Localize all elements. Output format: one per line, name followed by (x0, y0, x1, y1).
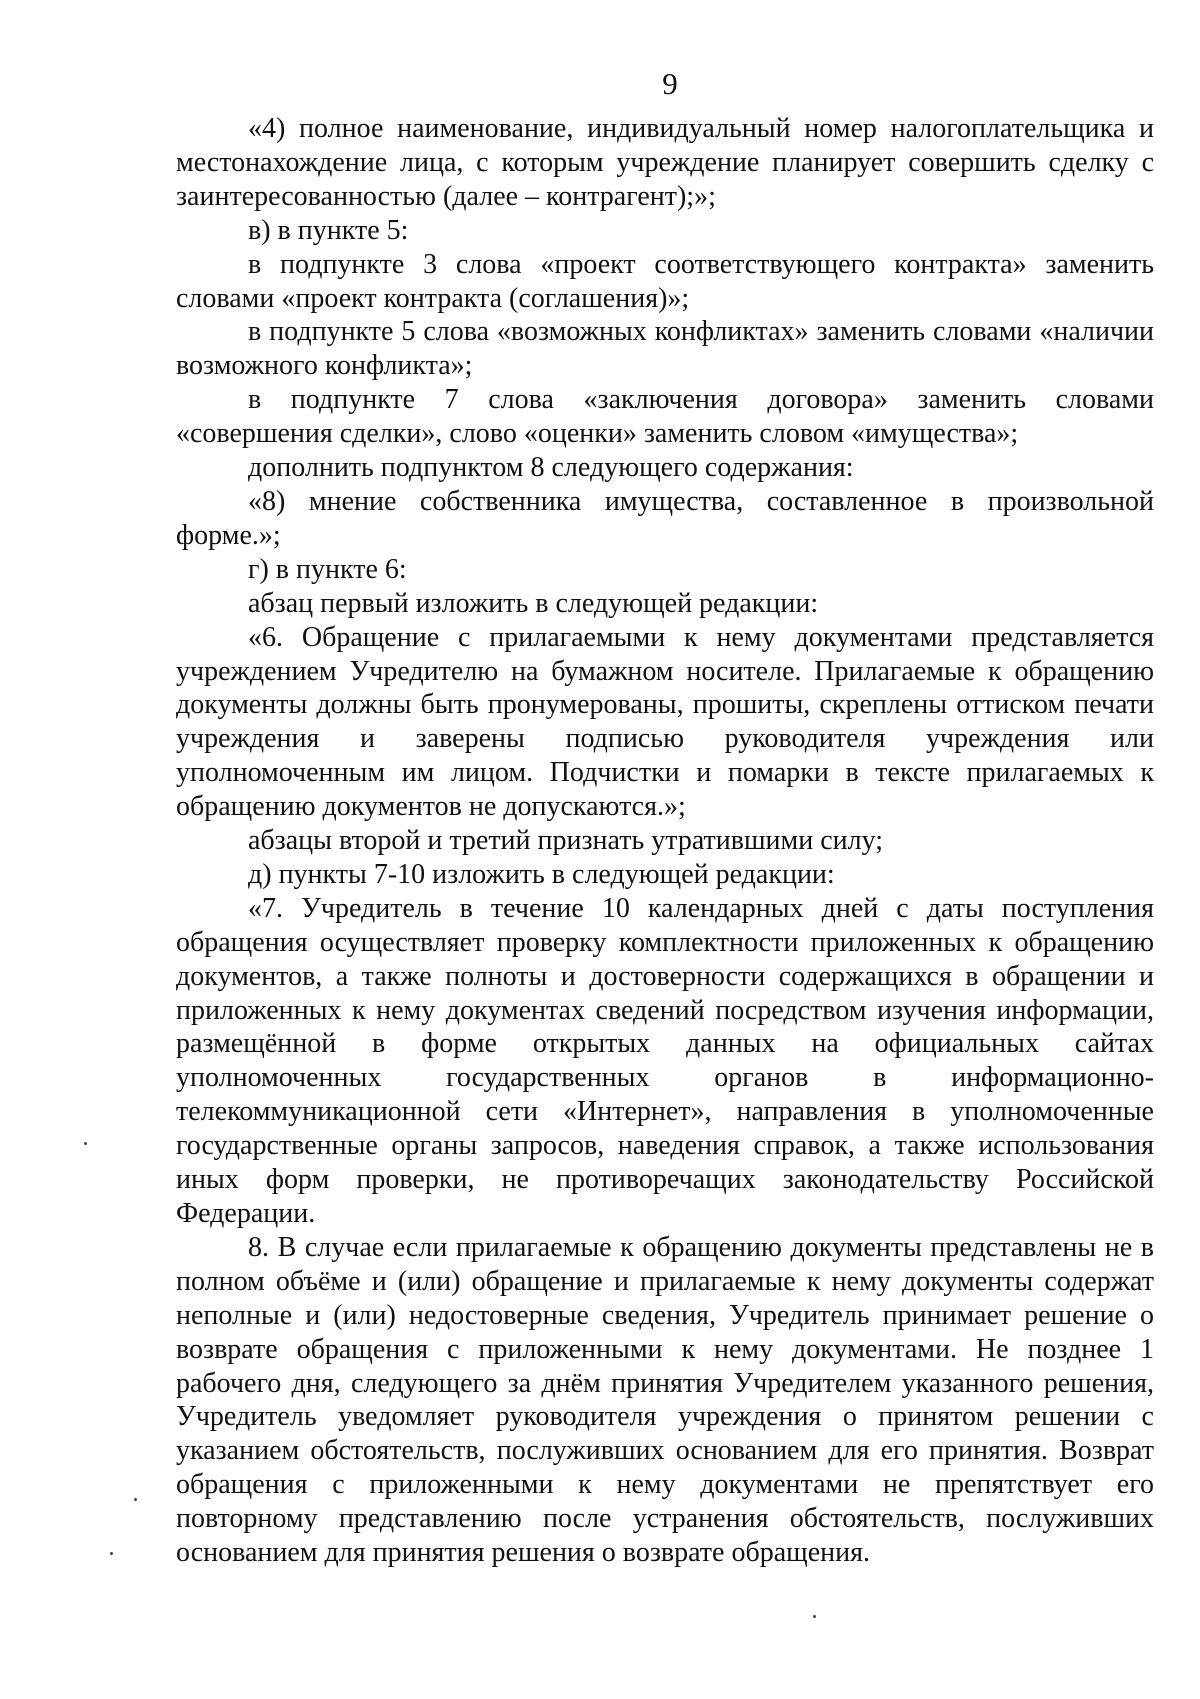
scan-speck (134, 1498, 137, 1501)
scan-speck (110, 1552, 113, 1555)
scan-speck (84, 1142, 87, 1145)
paragraph-subpoint-7: в подпункте 7 слова «заключения договора» заменить словами «совершения сделки», слово «оценки» заменить словом «имущества»; (176, 384, 1154, 450)
paragraph-first-abzac: абзац первый изложить в следующей редакции: (248, 587, 819, 619)
paragraph-point-6-text: «6. Обращение с прилагаемыми к нему документами представляется учреждением Учредителю на бумажном носителе. Прилагаемые к обращению документы должны быть пронумерованы, прошиты, скреплены оттиском печати учреждения и заверены подписью руководителя учреждения или уполномоченным им лицом. Подчистки и помарки в тексте прилагаемых к обращению документов не допускаются.»; (176, 621, 1154, 823)
paragraph-subpoint-5: в подпункте 5 слова «возможных конфликтах» заменить словами «наличии возможного конфликта»; (176, 316, 1154, 382)
paragraph-point-6-heading: г) в пункте 6: (248, 553, 407, 585)
paragraph-point-7-text: «7. Учредитель в течение 10 календарных дней с даты поступления обращения осуществляет проверку комплектности приложенных к обращению документов, а также полноты и достоверности содержащихся в обращении и приложенных к нему документах сведений посредством изучения информации, размещённой в форме открытых данных на официальных сайтах уполномоченных государственных органов в информационно-телекоммуникационной сети «Интернет», направления в уполномоченные государственные органы запросов, наведения справок, а также использования иных форм проверки, не противоречащих законодательству Российской Федерации. (176, 892, 1154, 1229)
paragraph-item-4: «4) полное наименование, индивидуальный номер налогоплательщика и местонахождение лица, с которым учреждение планирует совершить сделку с заинтересованностью (далее – контрагент);»; (176, 113, 1154, 212)
paragraph-subpoint-8-text: «8) мнение собственника имущества, составленное в произвольной форме.»; (176, 485, 1154, 551)
paragraph-add-subpoint-8: дополнить подпунктом 8 следующего содержания: (248, 452, 854, 484)
paragraph-point-8-text: 8. В случае если прилагаемые к обращению документы представлены не в полном объёме и (или) обращение и прилагаемые к нему документы содержат неполные и (или) недостоверные сведения, Учредитель принимает решение о возврате обращения с приложенными к нему документами. Не позднее 1 рабочего дня, следующего за днём принятия Учредителем указанного решения, Учредитель уведомляет руководителя учреждения о принятом решении с указанием обстоятельств, послуживших основанием для его принятия. Возврат обращения с приложенными к нему документами не препятствует его повторному представлению после устранения обстоятельств, послуживших основанием для принятия решения о возврате обращения. (176, 1231, 1154, 1569)
document-body (176, 112, 1154, 1570)
page-number: 9 (662, 66, 678, 101)
paragraph-abzacs-invalid: абзацы второй и третий признать утратившими силу; (248, 825, 884, 857)
paragraph-points-7-10-heading: д) пункты 7-10 изложить в следующей редакции: (248, 858, 835, 890)
paragraph-point-5-heading: в) в пункте 5: (248, 214, 409, 246)
paragraph-subpoint-3: в подпункте 3 слова «проект соответствующего контракта» заменить словами «проект контракта (соглашения)»; (176, 248, 1154, 314)
scan-speck (813, 1615, 816, 1618)
